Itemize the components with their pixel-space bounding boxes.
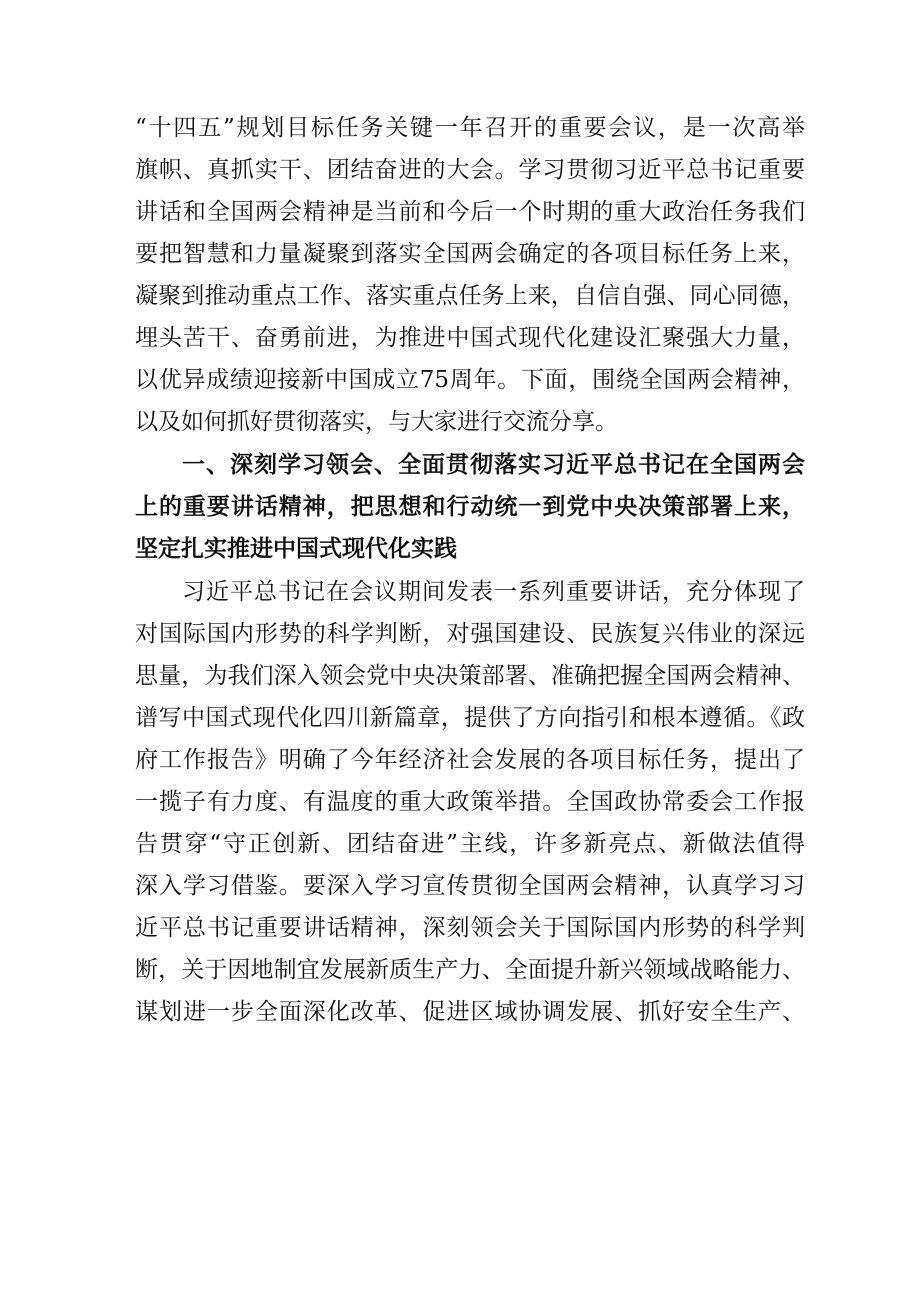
- heading-line-2: 上的重要讲话精神，把思想和行动统一到党中央决策部署上来，: [135, 494, 805, 520]
- intro-line-3: 讲话和全国两会精神是当前和今后一个时期的重大政治任务我们: [135, 199, 805, 225]
- intro-line-1: “十四五”规划目标任务关键一年召开的重要会议，是一次高举: [135, 115, 805, 141]
- body-line-4: 谱写中国式现代化四川新篇章，提供了方向指引和根本遵循。《政: [135, 705, 805, 731]
- body-line-11: 谋划进一步全面深化改革、促进区域协调发展、抓好安全生产、: [135, 999, 805, 1025]
- intro-line-6: 埋头苦干、奋勇前进，为推进中国式现代化建设汇聚强大力量，: [135, 325, 805, 351]
- body-line-3: 思量，为我们深入领会党中央决策部署、准确把握全国两会精神、: [135, 663, 805, 689]
- heading-line-3: 坚定扎实推进中国式现代化实践: [135, 536, 457, 562]
- body-line-2: 对国际国内形势的科学判断，对强国建设、民族复兴伟业的深远: [135, 621, 805, 647]
- body-line-8: 深入学习借鉴。要深入学习宣传贯彻全国两会精神，认真学习习: [135, 873, 805, 899]
- intro-line-7: 以优异成绩迎接新中国成立75周年。下面，围绕全国两会精神，: [135, 367, 805, 393]
- body-line-10: 断，关于因地制宜发展新质生产力、全面提升新兴领域战略能力、: [135, 957, 805, 983]
- intro-line-5: 凝聚到推动重点工作、落实重点任务上来，自信自强、同心同德，: [135, 283, 805, 309]
- body-line-7: 告贯穿“守正创新、团结奋进”主线，许多新亮点、新做法值得: [135, 831, 805, 857]
- intro-line-4: 要把智慧和力量凝聚到落实全国两会确定的各项目标任务上来，: [135, 241, 805, 267]
- intro-line-2: 旗帜、真抓实干、团结奋进的大会。学习贯彻习近平总书记重要: [135, 157, 805, 183]
- body-line-1: 习近平总书记在会议期间发表一系列重要讲话，充分体现了: [182, 579, 805, 605]
- body-line-5: 府工作报告》明确了今年经济社会发展的各项目标任务，提出了: [135, 747, 805, 773]
- heading-line-1: 一、深刻学习领会、全面贯彻落实习近平总书记在全国两会: [182, 452, 805, 478]
- intro-line-8: 以及如何抓好贯彻落实，与大家进行交流分享。: [135, 409, 618, 435]
- body-line-9: 近平总书记重要讲话精神，深刻领会关于国际国内形势的科学判: [135, 915, 805, 941]
- body-line-6: 一揽子有力度、有温度的重大政策举措。全国政协常委会工作报: [135, 789, 805, 815]
